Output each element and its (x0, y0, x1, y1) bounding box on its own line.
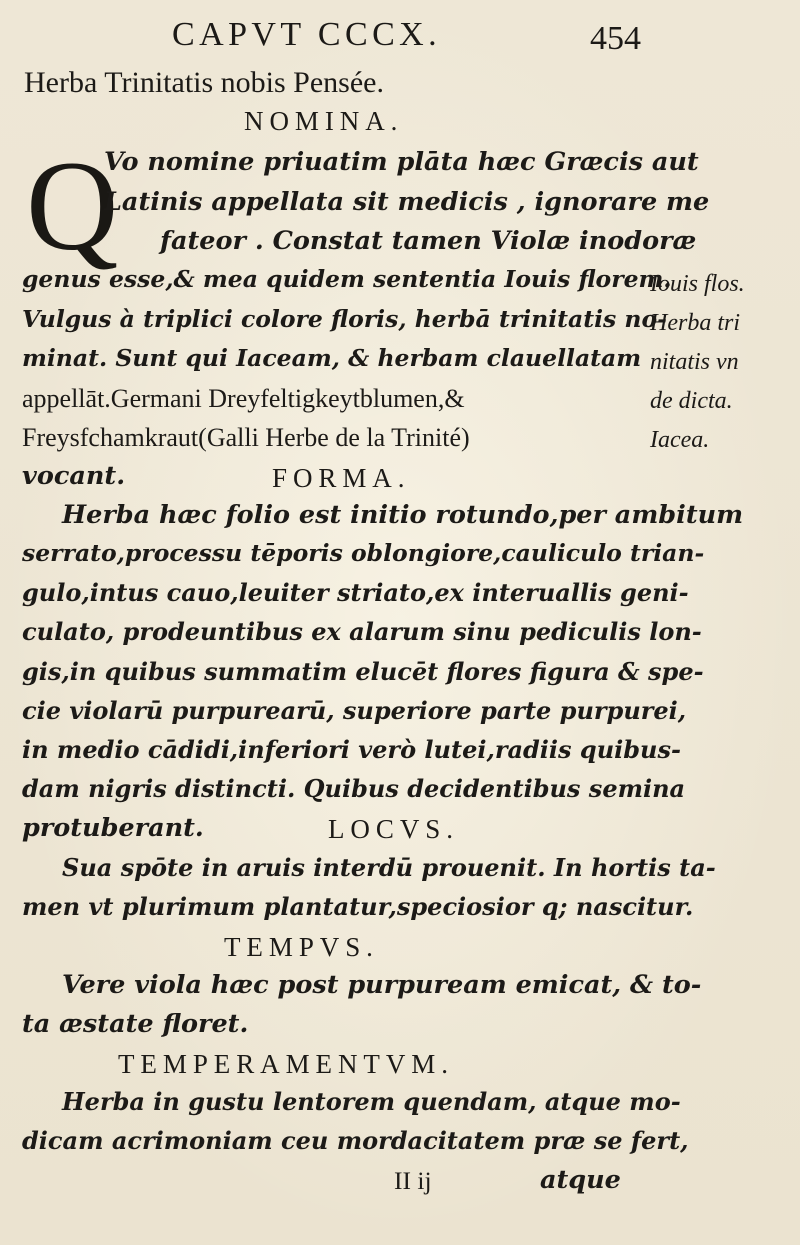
forma-line-7: in medio cādidi,inferiori verò lutei,radiis quibus- (22, 735, 681, 764)
forma-line-6: cie violarū purpurearū, superiore parte purpurei, (22, 696, 687, 725)
nomina-line-2: Latinis appellata sit medicis , ignorare me (104, 187, 710, 217)
forma-line-3: gulo,intus cauo,leuiter striato,ex interuallis geni- (22, 578, 689, 607)
forma-line-5: gis,in quibus summatim elucēt flores figura & spe- (22, 657, 704, 686)
heading-locus: LOCVS. (328, 814, 459, 844)
nomina-line-8: Freysfchamkraut(Galli Herbe de la Trinité) (22, 423, 470, 452)
nomina-line-5: Vulgus à triplici colore floris, herbā trinitatis no- (22, 305, 667, 333)
nomina-line-9: vocant. (22, 461, 126, 491)
running-head: CAPVT CCCX. (172, 16, 442, 53)
nomina-line-1: Vo nomine priuatim plāta hæc Græcis aut (104, 147, 699, 177)
temperamentum-line-1: Herba in gustu lentorem quendam, atque mo- (62, 1087, 681, 1116)
marginal-note-1: Iouis flos. (650, 271, 745, 297)
heading-nomina: NOMINA. (244, 106, 404, 136)
page-number: 454 (590, 20, 641, 57)
marginal-note-4: de dicta. (650, 388, 733, 414)
locus-line-1: Sua spōte in aruis interdū prouenit. In hortis ta- (62, 853, 716, 882)
heading-tempus: TEMPVS. (224, 932, 379, 962)
marginal-note-2: Herba tri (650, 310, 740, 336)
forma-line-4: culato, prodeuntibus ex alarum sinu pediculis lon- (22, 617, 702, 646)
forma-line-2: serrato,processu tēporis oblongiore,cauliculo trian- (22, 539, 705, 567)
chapter-title: Herba Trinitatis nobis Pensée. (24, 66, 384, 99)
locus-line-2: men vt plurimum plantatur,speciosior q; nascitur. (22, 892, 694, 921)
heading-forma: FORMA. (272, 463, 411, 493)
nomina-line-7: appellāt.Germani Dreyfeltigkeytblumen,& (22, 384, 465, 413)
nomina-line-4: genus esse,& mea quidem sententia Iouis florem. (22, 265, 672, 293)
forma-line-8: dam nigris distincti. Quibus decidentibus semina (22, 774, 686, 803)
tempus-line-2: ta æstate floret. (22, 1009, 249, 1039)
temperamentum-line-2: dicam acrimoniam ceu mordacitatem præ se fert, (22, 1126, 689, 1155)
marginal-note-5: Iacea. (650, 427, 710, 453)
forma-line-1: Herba hæc folio est initio rotundo,per ambitum (62, 500, 744, 530)
catchword: atque (540, 1165, 621, 1195)
heading-temperamentum: TEMPERAMENTVM. (118, 1049, 454, 1079)
marginal-note-3: nitatis vn (650, 349, 739, 375)
nomina-line-3: fateor . Constat tamen Violæ inodoræ (160, 226, 697, 256)
drop-cap-initial: Q (26, 135, 119, 277)
signature-mark: II ij (394, 1166, 432, 1195)
tempus-line-1: Vere viola hæc post purpuream emicat, & to- (62, 970, 702, 1000)
nomina-line-6: minat. Sunt qui Iaceam, & herbam clauellatam (22, 344, 642, 372)
forma-line-9: protuberant. (22, 813, 204, 843)
